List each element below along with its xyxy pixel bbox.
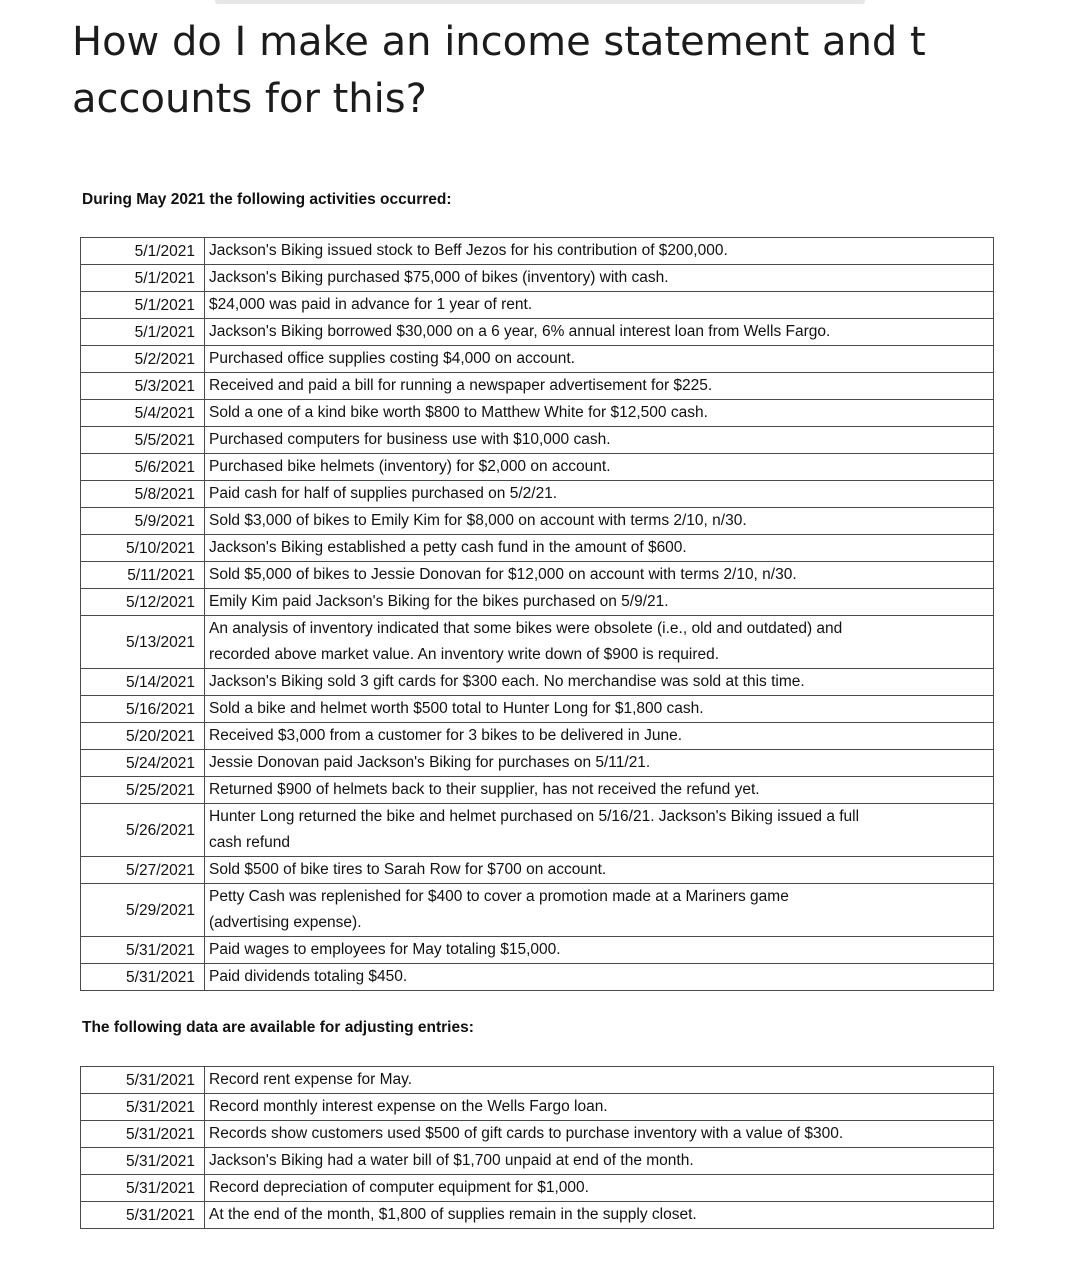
entry-date: 5/16/2021 [81, 696, 205, 723]
entry-description-line: Received $3,000 from a customer for 3 bikes to be delivered in June. [209, 727, 683, 744]
entry-date: 5/5/2021 [81, 427, 205, 454]
entry-date: 5/1/2021 [81, 265, 205, 292]
entry-date: 5/31/2021 [81, 1067, 205, 1094]
entry-date: 5/31/2021 [81, 1202, 205, 1229]
entry-date: 5/14/2021 [81, 669, 205, 696]
entry-date: 5/29/2021 [81, 884, 205, 937]
table-row [81, 1094, 994, 1121]
entry-description-line: Sold $5,000 of bikes to Jessie Donovan for $12,000 on account with terms 2/10, n/30. [209, 566, 797, 583]
table-row [81, 535, 994, 562]
entry-date: 5/31/2021 [81, 1121, 205, 1148]
activities-table [80, 237, 994, 991]
entry-description-line: Sold a bike and helmet worth $500 total to Hunter Long for $1,800 cash. [209, 700, 704, 717]
entry-description [205, 346, 994, 373]
entry-description-line: cash refund [209, 834, 290, 851]
entry-date: 5/6/2021 [81, 454, 205, 481]
table-row [81, 857, 994, 884]
entry-description [205, 238, 994, 265]
table-row [81, 427, 994, 454]
entry-description [205, 804, 994, 857]
entry-date: 5/9/2021 [81, 508, 205, 535]
table-row [81, 1067, 994, 1094]
table-row [81, 481, 994, 508]
entry-description [205, 373, 994, 400]
entry-description-line: Paid cash for half of supplies purchased on 5/2/21. [209, 485, 558, 502]
entry-description [205, 319, 994, 346]
entry-description-line: Purchased office supplies costing $4,000 on account. [209, 350, 575, 367]
entry-description-line: Record rent expense for May. [209, 1071, 413, 1088]
entry-description-line: Purchased bike helmets (inventory) for $2,000 on account. [209, 458, 611, 475]
table-row [81, 292, 994, 319]
table-row [81, 1202, 994, 1229]
table-row [81, 238, 994, 265]
entry-description-line: Record monthly interest expense on the Wells Fargo loan. [209, 1098, 608, 1115]
entry-description [205, 937, 994, 964]
entry-description-line: Sold $3,000 of bikes to Emily Kim for $8,000 on account with terms 2/10, n/30. [209, 512, 747, 529]
entry-date: 5/31/2021 [81, 1148, 205, 1175]
table-row [81, 373, 994, 400]
entry-description [205, 481, 994, 508]
table-row [81, 1121, 994, 1148]
entry-description [205, 292, 994, 319]
entry-description-line: Records show customers used $500 of gift cards to purchase inventory with a value of $300. [209, 1125, 844, 1142]
table-row [81, 1175, 994, 1202]
entry-date: 5/27/2021 [81, 857, 205, 884]
table-row [81, 319, 994, 346]
entry-date: 5/1/2021 [81, 319, 205, 346]
entry-date: 5/26/2021 [81, 804, 205, 857]
entry-description [205, 1148, 994, 1175]
entry-description-line: Paid wages to employees for May totaling $15,000. [209, 941, 561, 958]
top-scroll-indicator [215, 0, 865, 4]
entry-date: 5/8/2021 [81, 481, 205, 508]
table-row [81, 723, 994, 750]
table-row [81, 964, 994, 991]
table-row [81, 616, 994, 669]
entry-description [205, 723, 994, 750]
entry-date: 5/10/2021 [81, 535, 205, 562]
table-row [81, 562, 994, 589]
entry-description [205, 535, 994, 562]
entry-description [205, 265, 994, 292]
entry-date: 5/13/2021 [81, 616, 205, 669]
table-row [81, 696, 994, 723]
problem-document [80, 188, 994, 1229]
activities-heading: During May 2021 the following activities occurred: [82, 191, 452, 208]
entry-description [205, 1175, 994, 1202]
table-row [81, 589, 994, 616]
adjusting-entries-heading: The following data are available for adjusting entries: [82, 1019, 474, 1036]
entry-description [205, 589, 994, 616]
entry-description-line: Sold $500 of bike tires to Sarah Row for $700 on account. [209, 861, 607, 878]
table-row [81, 454, 994, 481]
entry-description-line: $24,000 was paid in advance for 1 year of rent. [209, 296, 533, 313]
entry-description-line: Hunter Long returned the bike and helmet purchased on 5/16/21. Jackson's Biking issued a full [209, 808, 860, 825]
table-row [81, 1148, 994, 1175]
entry-description-line: At the end of the month, $1,800 of supplies remain in the supply closet. [209, 1206, 697, 1223]
entry-date: 5/31/2021 [81, 1175, 205, 1202]
entry-description-line: Jessie Donovan paid Jackson's Biking for purchases on 5/11/21. [209, 754, 651, 771]
entry-description-line: Jackson's Biking established a petty cash fund in the amount of $600. [209, 539, 687, 556]
entry-description-line: (advertising expense). [209, 914, 362, 931]
entry-description-line: Petty Cash was replenished for $400 to cover a promotion made at a Mariners game [209, 888, 789, 905]
entry-date: 5/25/2021 [81, 777, 205, 804]
entry-description-line: recorded above market value. An inventory write down of $900 is required. [209, 646, 720, 663]
entry-description-line: Record depreciation of computer equipment for $1,000. [209, 1179, 589, 1196]
table-row [81, 777, 994, 804]
entry-description-line: Sold a one of a kind bike worth $800 to Matthew White for $12,500 cash. [209, 404, 708, 421]
table-row [81, 750, 994, 777]
entry-date: 5/31/2021 [81, 1094, 205, 1121]
entry-description [205, 750, 994, 777]
entry-description [205, 508, 994, 535]
entry-description [205, 857, 994, 884]
entry-description-line: Received and paid a bill for running a newspaper advertisement for $225. [209, 377, 713, 394]
table-row [81, 937, 994, 964]
question-line-2: accounts for this? [72, 76, 427, 122]
entry-description-line: Jackson's Biking borrowed $30,000 on a 6 year, 6% annual interest loan from Wells Fargo. [209, 323, 831, 340]
entry-description [205, 1121, 994, 1148]
question-title [72, 14, 1062, 128]
entry-date: 5/31/2021 [81, 964, 205, 991]
entry-description-line: Jackson's Biking issued stock to Beff Jezos for his contribution of $200,000. [209, 242, 728, 259]
entry-description [205, 427, 994, 454]
entry-description [205, 562, 994, 589]
entry-description-line: Returned $900 of helmets back to their supplier, has not received the refund yet. [209, 781, 760, 798]
entry-description-line: Jackson's Biking sold 3 gift cards for $300 each. No merchandise was sold at this time. [209, 673, 805, 690]
entry-description [205, 616, 994, 669]
entry-description [205, 1067, 994, 1094]
entry-date: 5/1/2021 [81, 238, 205, 265]
entry-description [205, 777, 994, 804]
entry-date: 5/31/2021 [81, 937, 205, 964]
table-row [81, 508, 994, 535]
entry-description [205, 1202, 994, 1229]
entry-description [205, 400, 994, 427]
entry-description-line: Purchased computers for business use with $10,000 cash. [209, 431, 611, 448]
adjusting-entries-table [80, 1066, 994, 1229]
table-row [81, 346, 994, 373]
entry-description-line: Emily Kim paid Jackson's Biking for the bikes purchased on 5/9/21. [209, 593, 669, 610]
entry-date: 5/20/2021 [81, 723, 205, 750]
entry-description-line: Paid dividends totaling $450. [209, 968, 408, 985]
entry-date: 5/2/2021 [81, 346, 205, 373]
entry-description-line: Jackson's Biking had a water bill of $1,700 unpaid at end of the month. [209, 1152, 694, 1169]
entry-date: 5/11/2021 [81, 562, 205, 589]
entry-description [205, 884, 994, 937]
entry-date: 5/3/2021 [81, 373, 205, 400]
entry-description [205, 1094, 994, 1121]
table-row [81, 400, 994, 427]
question-line-1: How do I make an income statement and t [72, 19, 926, 65]
entry-description [205, 696, 994, 723]
entry-description [205, 669, 994, 696]
table-row [81, 265, 994, 292]
entry-date: 5/12/2021 [81, 589, 205, 616]
entry-date: 5/4/2021 [81, 400, 205, 427]
entry-date: 5/24/2021 [81, 750, 205, 777]
entry-date: 5/1/2021 [81, 292, 205, 319]
entry-description-line: An analysis of inventory indicated that some bikes were obsolete (i.e., old and outdated) and [209, 620, 843, 637]
entry-description-line: Jackson's Biking purchased $75,000 of bikes (inventory) with cash. [209, 269, 669, 286]
entry-description [205, 454, 994, 481]
entry-description [205, 964, 994, 991]
table-row [81, 884, 994, 937]
table-row [81, 804, 994, 857]
table-row [81, 669, 994, 696]
